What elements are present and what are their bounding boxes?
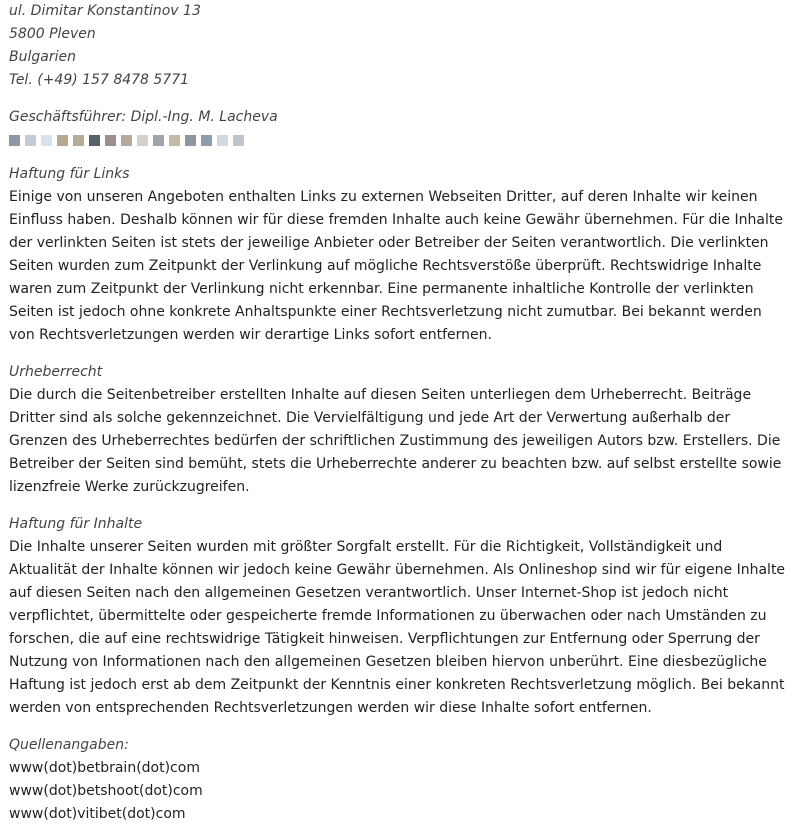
redacted-pixel (105, 135, 116, 146)
redacted-pixel (137, 135, 148, 146)
imprint-page (9, 0, 794, 826)
redacted-pixel (201, 135, 212, 146)
address-block (9, 0, 794, 92)
sources-heading: Quellenangaben: (9, 737, 129, 753)
redacted-pixel (89, 135, 100, 146)
address-city: 5800 Pleven (9, 26, 96, 42)
manager-line: Geschäftsführer: Dipl.-Ing. M. Lacheva (9, 109, 278, 125)
redacted-pixel (25, 135, 36, 146)
section-links (9, 163, 794, 347)
sources-block (9, 734, 794, 826)
section-heading-content: Haftung für Inhalte (9, 516, 143, 532)
redacted-pixel (233, 135, 244, 146)
redacted-pixel (153, 135, 164, 146)
source-link-betbrain[interactable]: www(dot)betbrain(dot)com (9, 760, 200, 776)
section-heading-links: Haftung für Links (9, 166, 130, 182)
section-copyright (9, 361, 794, 499)
redacted-pixel (9, 135, 20, 146)
source-link-vitibet[interactable]: www(dot)vitibet(dot)com (9, 806, 186, 822)
redacted-pixel (169, 135, 180, 146)
address-phone: Tel. (+49) 157 8478 5771 (9, 72, 190, 88)
section-heading-copyright: Urheberrecht (9, 364, 103, 380)
section-content (9, 513, 794, 720)
address-country: Bulgarien (9, 49, 76, 65)
section-text-copyright: Die durch die Seitenbetreiber erstellten Inhalte auf diesen Seiten unterliegen dem Urheberrecht. Beiträge Dritter sind als solche gekennzeichnet. Die Vervielfältigung und jede Art der Verwertung außerhalb der Grenzen des Urheberrechtes bedürfen der schriftlichen Zustimmung des jeweiligen Autors bzw. Erstellers. Die Betreiber der Seiten sind bemüht, stets die Urheberrechte anderer zu beachten bzw. auf selbst erstellte sowie lizenzfreie Werke zurückzugreifen. (9, 387, 782, 495)
address-street: ul. Dimitar Konstantinov 13 (9, 3, 201, 19)
redacted-pixel (73, 135, 84, 146)
section-text-content: Die Inhalte unserer Seiten wurden mit größter Sorgfalt erstellt. Für die Richtigkeit, Vollständigkeit und Aktualität der Inhalte können wir jedoch keine Gewähr übernehmen. Als Onlineshop sind wir für eigene Inhalte auf diesen Seiten nach den allgemeinen Gesetzen verantwortlich. Unser Internet-Shop ist jedoch nicht verpflichtet, übermittelte oder gespeicherte fremde Informationen zu überwachen oder nach Umständen zu forschen, die auf eine rechtswidrige Tätigkeit hinweisen. Verpflichtungen zur Entfernung oder Sperrung der Nutzung von Informationen nach den allgemeinen Gesetzen bleiben hiervon unberührt. Eine diesbezügliche Haftung ist jedoch erst ab dem Zeitpunkt der Kenntnis einer konkreten Rechtsverletzung möglich. Bei bekannt werden von entsprechenden Rechtsverletzungen werden wir diese Inhalte sofort entfernen. (9, 539, 786, 716)
source-link-betshoot[interactable]: www(dot)betshoot(dot)com (9, 783, 203, 799)
redacted-email-image (9, 131, 794, 149)
redacted-pixel (57, 135, 68, 146)
redacted-pixel (41, 135, 52, 146)
section-text-links: Einige von unseren Angeboten enthalten Links zu externen Webseiten Dritter, auf deren Inhalte wir keinen Einfluss haben. Deshalb können wir für diese fremden Inhalte auch keine Gewähr übernehmen. Für die Inhalte der verlinkten Seiten ist stets der jeweilige Anbieter oder Betreiber der Seiten verantwortlich. Die verlinkten Seiten wurden zum Zeitpunkt der Verlinkung auf mögliche Rechtsverstöße überprüft. Rechtswidrige Inhalte waren zum Zeitpunkt der Verlinkung nicht erkennbar. Eine permanente inhaltliche Kontrolle der verlinkten Seiten ist jedoch ohne konkrete Anhaltspunkte einer Rechtsverletzung nicht zumutbar. Bei bekannt werden von Rechtsverletzungen werden wir derartige Links sofort entfernen. (9, 189, 783, 343)
redacted-pixel (121, 135, 132, 146)
redacted-pixel (217, 135, 228, 146)
redacted-pixel (185, 135, 196, 146)
